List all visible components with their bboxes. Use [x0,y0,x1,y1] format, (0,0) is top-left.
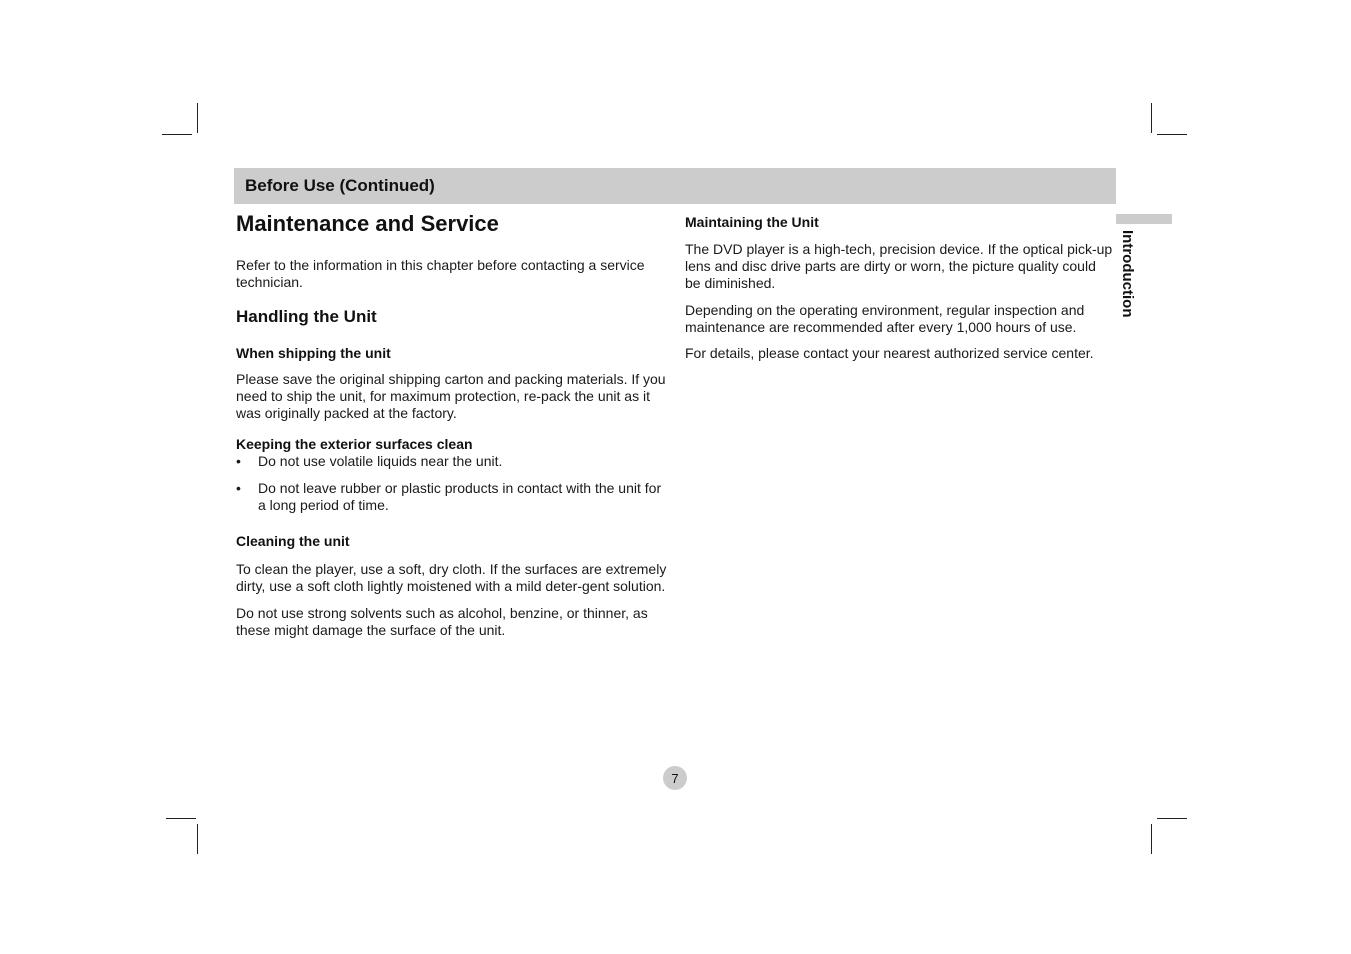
handling-heading: Handling the Unit [236,307,377,326]
page-number [663,766,687,790]
cleaning-text-2: Do not use strong solvents such as alcohol, benzine, or thinner, as these might damage the surface of the unit. [236,605,648,638]
list-item: • Do not use volatile liquids near the unit. [236,453,668,470]
crop-mark [1157,818,1187,819]
list-item: • Do not leave rubber or plastic products in contact with the unit for a long period of time. [236,480,668,514]
maintaining-heading: Maintaining the Unit [685,214,819,230]
maintaining-text-2: Depending on the operating environment, regular inspection and maintenance are recommended after every 1,000 hours of use. [685,302,1085,335]
page-number-text: 7 [671,770,679,786]
cleaning-text-1: To clean the player, use a soft, dry cloth. If the surfaces are extremely dirty, use a soft cloth lightly moistened with a mild deter-gent solution. [236,561,667,594]
crop-mark [197,824,198,854]
crop-mark [1151,824,1152,854]
side-tab-label: Introduction [1119,230,1136,318]
shipping-text: Please save the original shipping carton and packing materials. If you need to ship the unit, for maximum protection, re-pack the unit as it was originally packed at the factory. [236,371,666,421]
crop-mark [1151,103,1152,133]
section-banner [234,168,1116,204]
exterior-heading: Keeping the exterior surfaces clean [236,436,473,452]
crop-mark [1157,134,1187,135]
crop-mark [197,103,198,133]
side-tab-marker [1116,214,1172,224]
right-column [685,214,1113,362]
crop-mark [166,818,196,819]
intro-text: Refer to the information in this chapter before contacting a service technician. [236,257,645,290]
maintaining-text-3: For details, please contact your nearest authorized service center. [685,345,1094,361]
maintaining-text-1: The DVD player is a high-tech, precision device. If the optical pick-up lens and disc drive parts are dirty or worn, the picture quality could be diminished. [685,241,1113,291]
cleaning-heading: Cleaning the unit [236,533,350,549]
crop-mark [162,134,192,135]
section-banner-title: Before Use (Continued) [245,176,435,195]
left-column [236,210,668,639]
shipping-heading: When shipping the unit [236,345,391,361]
exterior-bullet-list [236,453,668,514]
page-title: Maintenance and Service [236,211,499,236]
